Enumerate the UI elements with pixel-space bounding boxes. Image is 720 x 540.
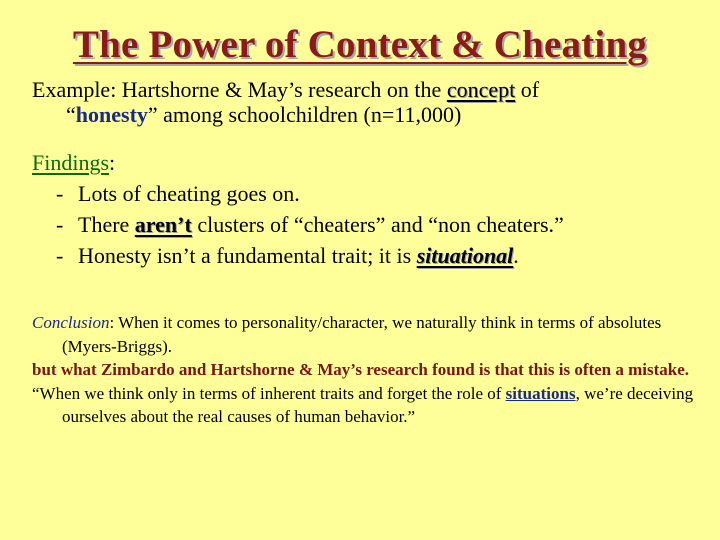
findings-heading: Findings (32, 150, 110, 175)
finding-item-2-pre: There (78, 212, 135, 237)
conclusion-paragraph (32, 311, 702, 358)
findings-section (32, 147, 712, 271)
findings-heading-line (32, 147, 712, 178)
arent-keyword: aren’t (134, 212, 192, 237)
list-dash: - (56, 212, 64, 237)
intro-of: of (515, 77, 540, 102)
list-dash: - (56, 243, 64, 268)
finding-item-1 (32, 178, 712, 209)
intro-second-line (32, 102, 461, 127)
intro-rest: ” among schoolchildren (n=11,000) (147, 102, 462, 127)
open-quote: “ (66, 102, 76, 127)
honesty-keyword: honesty (75, 102, 148, 127)
finding-item-3-post: . (513, 243, 519, 268)
quote-paragraph (32, 382, 702, 429)
slide-title: The Power of Context & Cheating (72, 23, 648, 66)
situational-keyword: situational (416, 243, 514, 268)
situations-keyword: situations (505, 383, 576, 403)
list-dash: - (56, 181, 64, 206)
intro-paragraph (32, 77, 712, 127)
conclusion-section (32, 311, 702, 429)
finding-item-3 (32, 240, 712, 271)
but-paragraph: but what Zimbardo and Hartshorne & May’s research found is that this is often a mistake. (32, 360, 690, 379)
finding-item-1-text: Lots of cheating goes on. (78, 181, 300, 206)
finding-item-2-post: clusters of “cheaters” and “non cheaters.” (191, 212, 564, 237)
finding-item-2 (32, 209, 712, 240)
conclusion-label: Conclusion (32, 313, 110, 332)
finding-item-3-pre: Honesty isn’t a fundamental trait; it is (78, 243, 417, 268)
intro-prefix: Example: Hartshorne & May’s research on the (32, 77, 447, 102)
findings-list (32, 178, 712, 271)
concept-keyword: concept (446, 77, 516, 102)
conclusion-text: : When it comes to personality/character, we naturally think in terms of absolutes (Myers-Briggs). (62, 313, 662, 356)
findings-colon: : (109, 150, 116, 175)
quote-pre: “When we think only in terms of inherent traits and forget the role of (32, 383, 506, 403)
quote-post: , we’re deceiving ourselves about the real causes of human behavior.” (62, 383, 694, 426)
